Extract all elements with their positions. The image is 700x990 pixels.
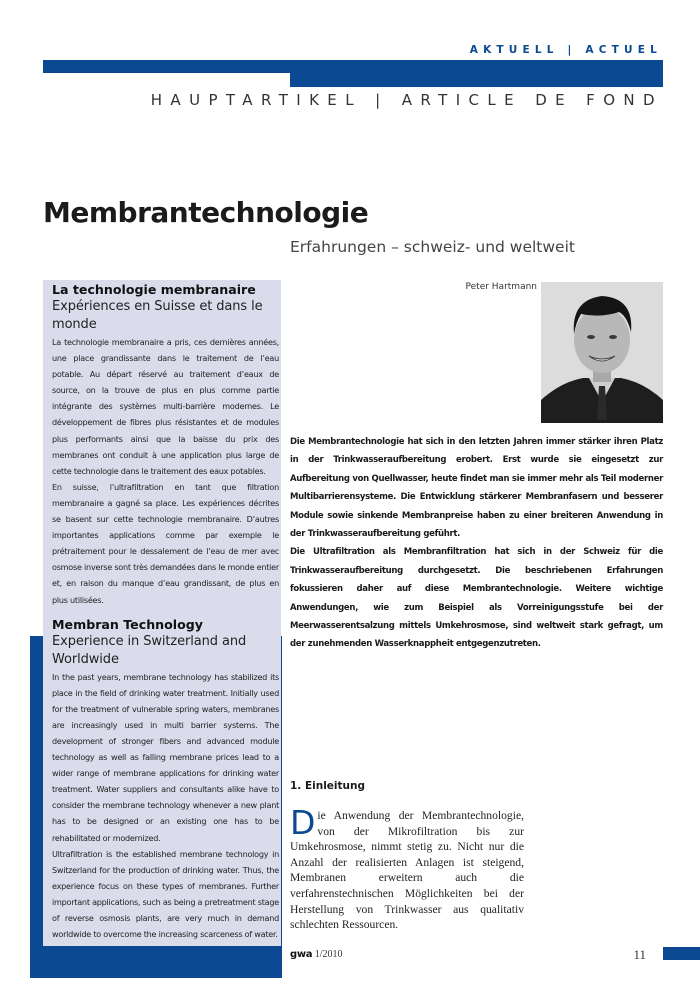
left-column — [30, 280, 282, 946]
byline-row — [290, 282, 663, 423]
summary-english-subheading: Experience in Switzerland and Worldwide — [52, 633, 247, 667]
header-bar-thin — [43, 60, 293, 73]
lead-text — [290, 433, 663, 654]
summary-english — [52, 615, 279, 943]
summary-french — [52, 280, 279, 608]
summary-french-paragraph: En suisse, l’ultrafiltration en tant que filtration membranaire a gagné sa place. Les expériences décrites se basent sur cette technologie membranaire. D’autres importantes applications comme par exemple le prétraitement pour le dessalement de l’eau de mer avec osmose inverse sont très demandées dans le monde entier et, en raison du manque d’eau grandissant, de plus en plus utilisées. — [52, 481, 279, 605]
author-photo — [541, 282, 663, 423]
article-subtitle: Erfahrungen – schweiz- und weltweit — [290, 238, 575, 256]
page-number: 11 — [633, 946, 646, 962]
article-title: Membrantechnologie — [43, 196, 369, 229]
header-bar-thick — [290, 60, 663, 87]
portrait-image-icon — [541, 282, 663, 423]
summary-french-heading: La technologie membranaire — [52, 282, 256, 297]
section-body — [290, 803, 524, 933]
kicker: HAUPTARTIKEL | ARTICLE DE FOND — [150, 91, 663, 109]
summary-english-paragraph: Ultrafiltration is the established membrane technology in Switzerland for the production of drinking water. Thus, the experience focus on these types of membranes. Further important applications, such as being a pretreatment stage of reverse osmosis plants, are very much in demand worldwide to overcome the increasing scarceness of water. — [52, 848, 279, 940]
section-heading: 1. Einleitung — [290, 780, 366, 792]
summary-box — [43, 280, 281, 946]
footer-row — [290, 947, 663, 963]
summary-english-paragraph: In the past years, membrane technology has stabilized its place in the field of drinking water treatment. Initially used for the treatment of vulnerable spring waters, membranes are increasingly used in multi barrier systems. The development of stronger fibers and advanced module technology as well as falling membrane prices lead to a wider range of membrane applications for drinking water treatment. Water suppliers and consultants alike have to consider the membrane technology whenever a new plant has to be designed or an existing one has to be rehabilitated or modernized. — [52, 671, 279, 843]
magazine-name: gwa — [290, 948, 313, 960]
drop-cap: D — [290, 803, 316, 842]
footer-issue — [290, 949, 343, 960]
author-name: Peter Hartmann — [465, 282, 537, 292]
lead-paragraph: Die Ultrafiltration als Membranfiltration hat sich in der Schweiz für die Trinkwasseraufbereitung durchgesetzt. Die beschriebenen Erfahrungen fokussieren daher auf diese Membrantechnologie. Weitere wichtige Anwendungen, wie zum Beispiel als Vorreinigungsstufe bei der Meerwasserentsalzung mittels Umkehrosmose, sind weltweit stark gefragt, um der zunehmenden Wasserknappheit entgegenzutreten. — [290, 547, 663, 650]
issue-number: 1/2010 — [314, 948, 343, 960]
right-column — [290, 282, 663, 963]
lead-paragraph: Die Membrantechnologie hat sich in den letzten Jahren immer stärker ihren Platz in der Trinkwasseraufbereitung erobert. Erst wurde sie eingesetzt zur Aufbereitung von Quellwasser, heute findet man sie immer mehr als Teil moderner Multibarrierensysteme. Die Entwicklung stärkerer Membranfasern und besserer Module sowie sinkende Membranpreise haben zu einer breiteren Anwendung in der Trinkwasseraufbereitung geführt. — [290, 437, 663, 540]
summary-english-heading: Membran Technology — [52, 616, 203, 632]
column-spacer — [290, 654, 663, 779]
page-tab-bar — [663, 947, 700, 960]
summary-french-paragraph: La technologie membranaire a pris, ces dernières années, une place grandissante dans le traitement de l’eau potable. Au départ réservé au traitement d’eaux de source, on la trouve de plus en plus comme partie intégrante des systèmes multi-barrière modernes. Le développement de fibres plus résistantes et de modules plus performants ainsi que la baisse du prix des membranes ont conduit à une application plus large de cette technologie dans le traitement des eaux potables. — [52, 337, 279, 476]
summary-french-subheading: Expériences en Suisse et dans le monde — [52, 299, 263, 332]
section-label: AKTUELL | ACTUEL — [469, 44, 662, 56]
section-body-text: ie Anwendung der Membrantechnologie, von der Mikrofiltration bis zur Umkehrosmose, nimmt stetig zu. Nicht nur die Anzahl der realisierten Anlagen ist steigend, Membranen erweitern auch die verfahrenstechnischen Möglichkeiten bei der Herstellung von Trinkwasser aus qualitativ schlechten Ressourcen. — [290, 809, 524, 932]
